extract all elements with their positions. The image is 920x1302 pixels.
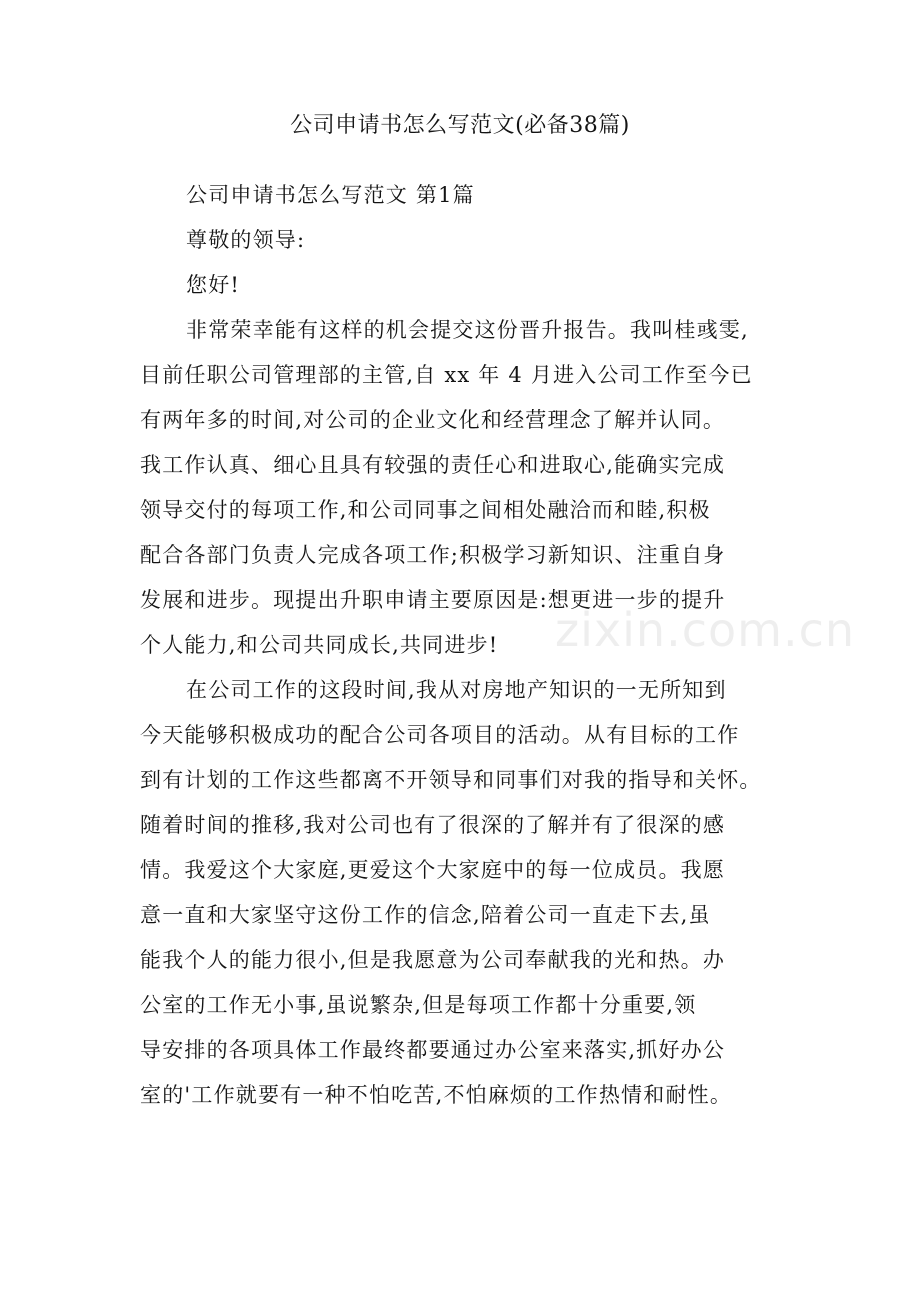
paragraph-line: 个人能力,和公司共同成长,共同进步! <box>140 633 499 657</box>
paragraph-line: 室的'工作就要有一种不怕吃苦,不怕麻烦的工作热情和耐性。 <box>140 1083 733 1107</box>
paragraph-line: 到有计划的工作这些都离不开领导和同事们对我的指导和关怀。 <box>140 768 762 792</box>
paragraph-line: 我工作认真、细心且具有较强的责任心和进取心,能确实完成 <box>140 453 726 477</box>
paragraph-line: 公室的工作无小事,虽说繁杂,但是每项工作都十分重要,领 <box>140 993 697 1017</box>
section-heading: 公司申请书怎么写范文 第1篇 <box>186 183 475 207</box>
paragraph-line: 有两年多的时间,对公司的企业文化和经营理念了解并认同。 <box>140 408 726 432</box>
paragraph-line: 目前任职公司管理部的主管,自 xx 年 4 月进入公司工作至今已 <box>140 363 753 387</box>
document-body <box>140 173 790 1118</box>
paragraph-line: 随着时间的推移,我对公司也有了很深的了解并有了很深的感 <box>140 813 726 837</box>
salutation: 尊敬的领导: <box>186 228 306 252</box>
paragraph-line: 发展和进步。现提出升职申请主要原因是:想更进一步的提升 <box>140 588 726 612</box>
watermark: zixin.com.cn <box>555 603 856 657</box>
paragraph-line: 意一直和大家坚守这份工作的信念,陪着公司一直走下去,虽 <box>140 903 711 927</box>
paragraph-line: 导安排的各项具体工作最终都要通过办公室来落实,抓好办公 <box>140 1038 726 1062</box>
paragraph-line: 情。我爱这个大家庭,更爱这个大家庭中的每一位成员。我愿 <box>140 858 726 882</box>
paragraph-line: 在公司工作的这段时间,我从对房地产知识的一无所知到 <box>186 678 727 702</box>
paragraph-line: 非常荣幸能有这样的机会提交这份晋升报告。我叫桂彧雯, <box>186 318 749 342</box>
paragraph-line: 今天能够积极成功的配合公司各项目的活动。从有目标的工作 <box>140 723 740 747</box>
document-title: 公司申请书怎么写范文(必备38篇) <box>290 113 630 138</box>
paragraph-line: 领导交付的每项工作,和公司同事之间相处融洽而和睦,积极 <box>140 498 711 522</box>
greeting: 您好! <box>186 273 241 297</box>
paragraph-line: 能我个人的能力很小,但是我愿意为公司奉献我的光和热。办 <box>140 948 726 972</box>
paragraph-line: 配合各部门负责人完成各项工作;积极学习新知识、注重自身 <box>140 543 726 567</box>
